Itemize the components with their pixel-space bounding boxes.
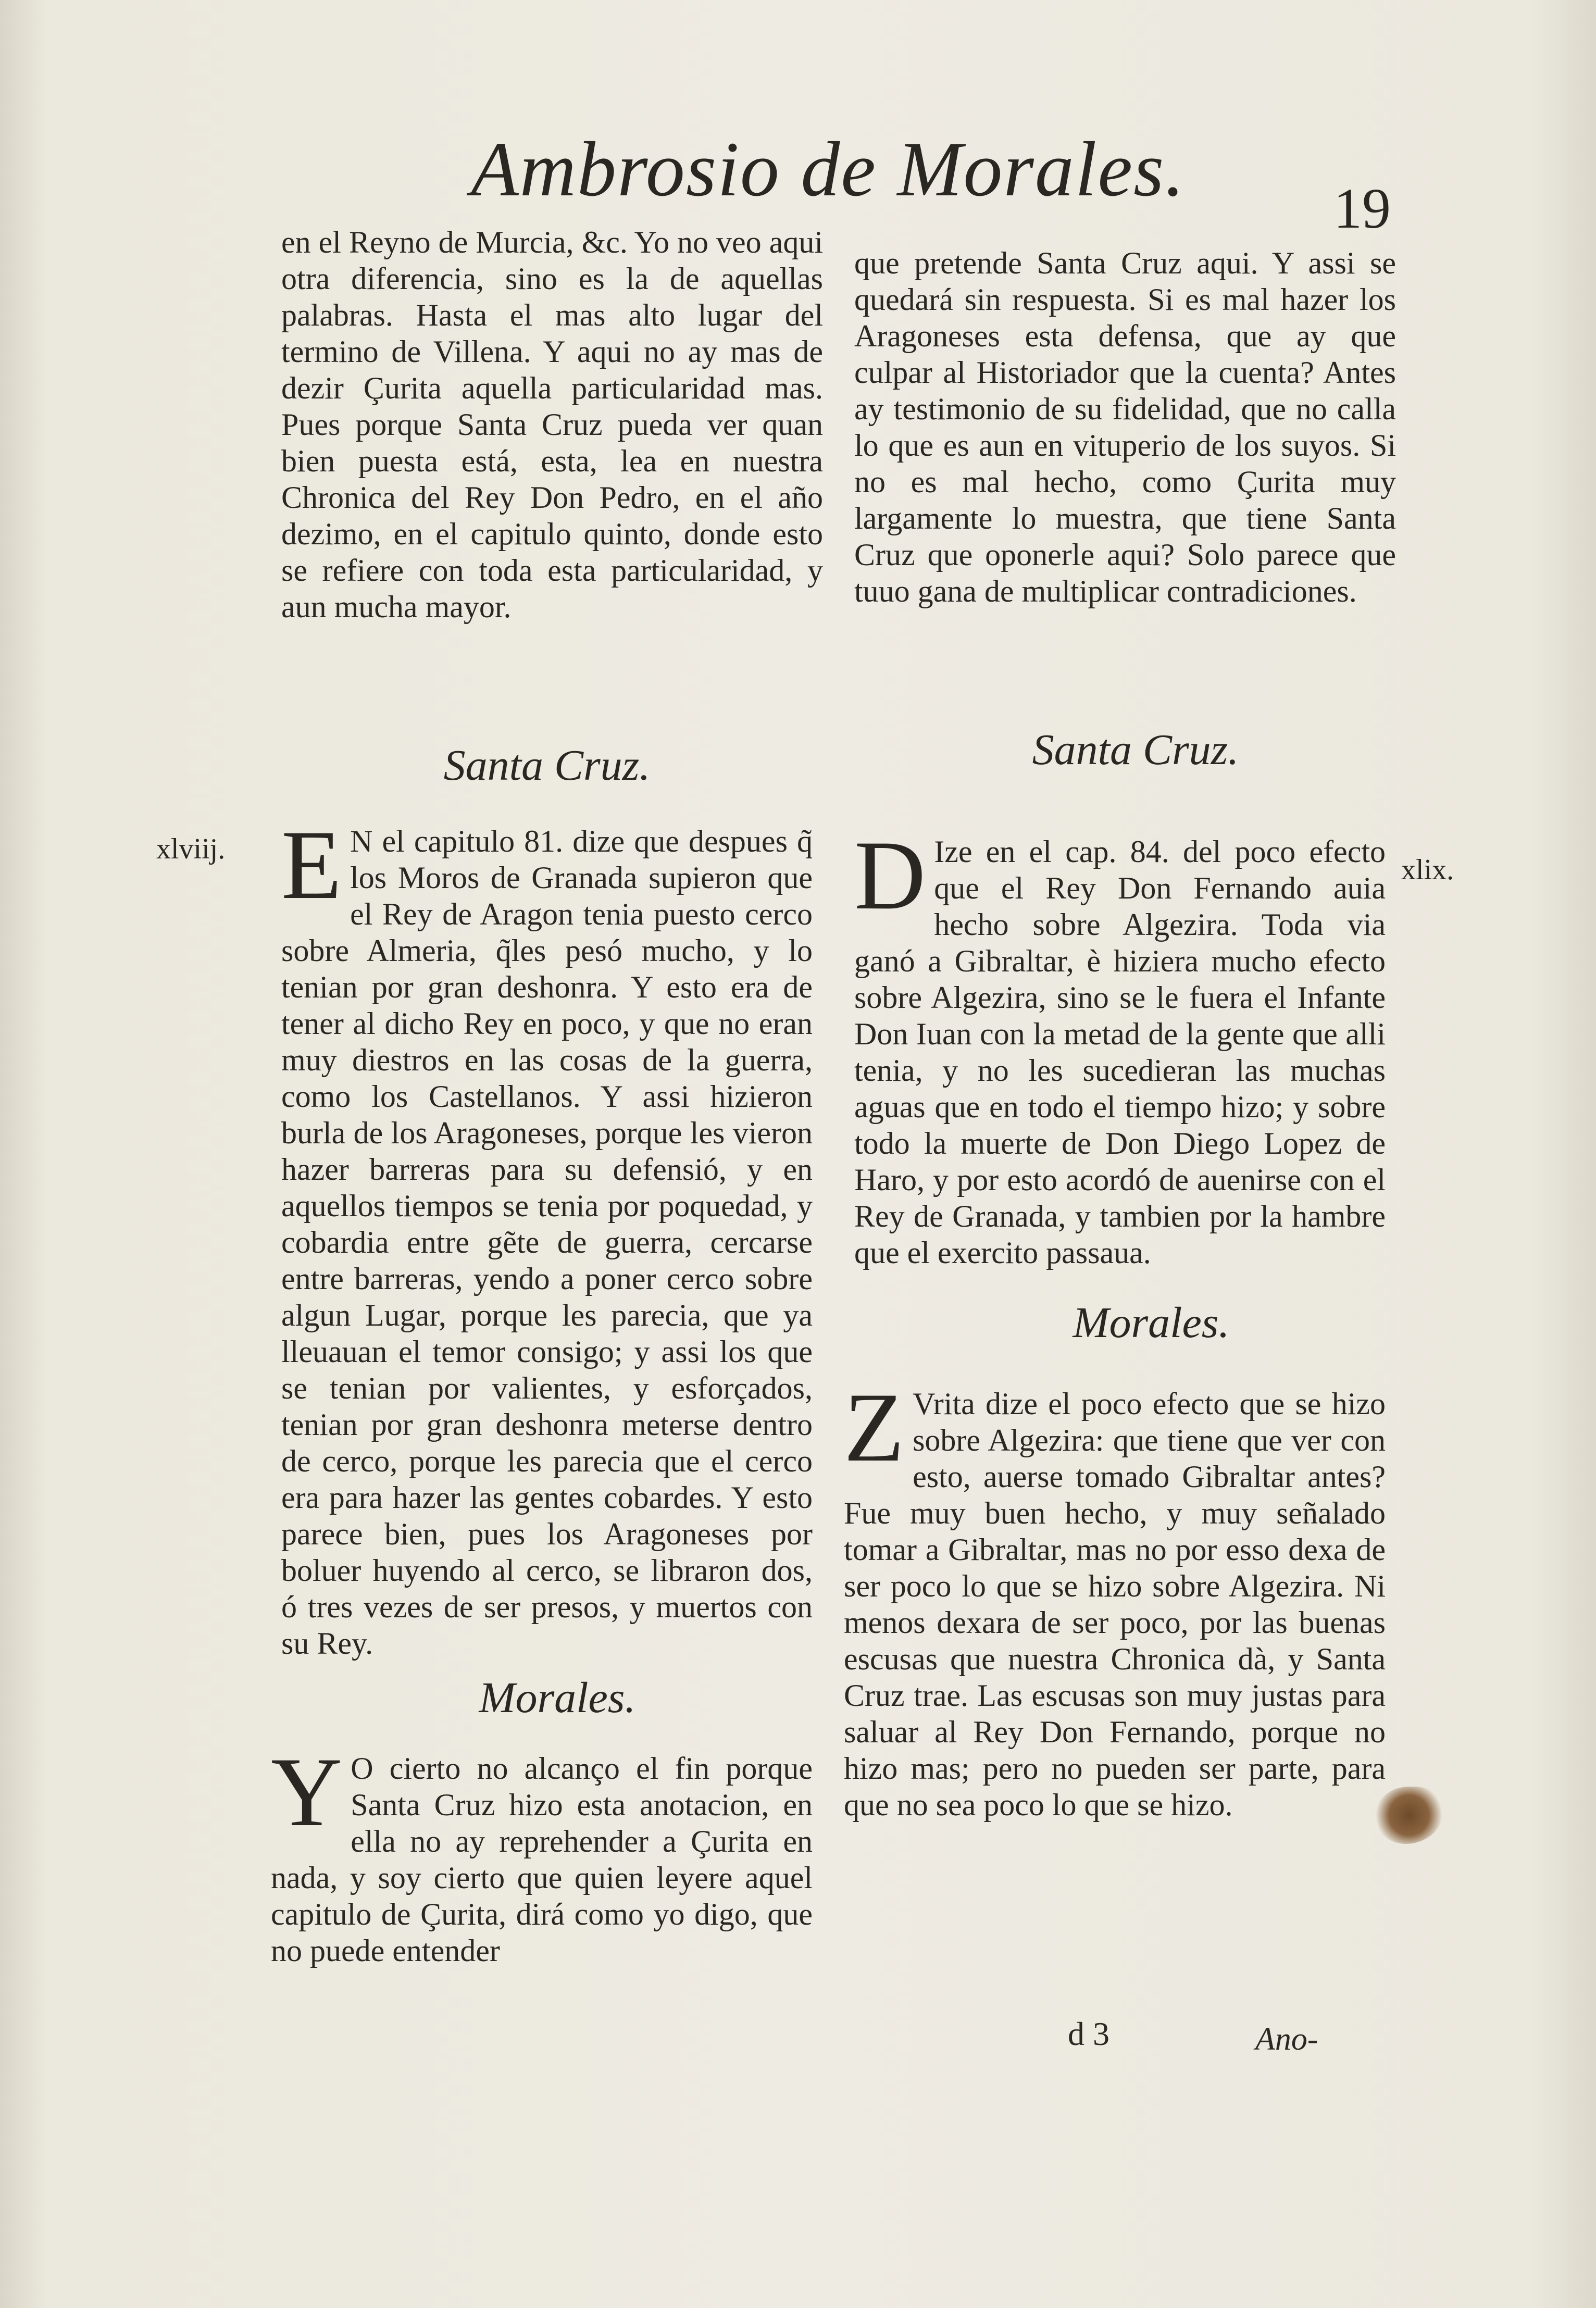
margin-number-left: xlviij. — [156, 833, 226, 865]
ink-stain — [1375, 1787, 1443, 1844]
top-left-column — [281, 224, 823, 625]
drop-cap-y: Y — [271, 1738, 343, 1847]
top-right-column — [854, 245, 1396, 609]
margin-number-right: xlix. — [1401, 854, 1454, 886]
morales-left-column — [271, 1738, 813, 1969]
drop-cap-z: Z — [844, 1373, 905, 1482]
top-left-paragraph: en el Reyno de Murcia, &c. Yo no veo aqui otra diferencia, sino es la de aquellas palabras. Hasta el mas alto lugar del termino de Villena. Y aqui no ay mas de dezir Çurita aquella particularidad mas. Pues porque Santa Cruz pueda ver quan bien puesta está, esta, lea en nuestra Chronica del Rey Don Pedro, en el año dezimo, en el capitulo quinto, donde esto se refiere con toda esta particularidad, y aun mucha mayor. — [281, 225, 823, 624]
heading-santa-cruz-right: Santa Cruz. — [1032, 726, 1239, 774]
santa-cruz-right-text: Ize en el cap. 84. del poco efecto que el Rey Don Fernando auia hecho sobre Algezira. Toda via ganó a Gibraltar, è hiziera mucho efecto sobre Algezira, sino se le fuera el Infante Don Iuan con la metad de la gente que alli tenia, y no les sucedieran las muchas aguas que en todo el tiempo hizo; y sobre todo la muerte de Don Diego Lopez de Haro, y por esto acordó de auenirse con el Rey de Granada, y tambien por la hambre que el exercito passaua. — [854, 834, 1386, 1270]
heading-santa-cruz-left: Santa Cruz. — [443, 741, 651, 790]
running-head-title: Ambrosio de Morales. — [471, 126, 1186, 213]
drop-cap-d: D — [854, 821, 926, 930]
folio-number: 19 — [1333, 177, 1391, 240]
catchword: Ano- — [1255, 2022, 1318, 2057]
morales-left-text: O cierto no alcanço el fin porque Santa Cruz hizo esta anotacion, en ella no ay reprehender a Çurita en nada, y soy cierto que quien leyere aquel capitulo de Çurita, dirá como yo digo, que no puede entender — [271, 1751, 813, 1968]
signature-mark: d 3 — [1068, 2015, 1109, 2052]
santa-cruz-right-column — [854, 821, 1386, 1271]
heading-morales-right: Morales. — [1073, 1299, 1230, 1347]
morales-right-text: Vrita dize el poco efecto que se hizo sobre Algezira: que tiene que ver con esto, auerse tomado Gibraltar antes? Fue muy buen hecho, y muy señalado tomar a Gibraltar, mas no por esso dexa de ser poco lo que se hizo sobre Algezira. Ni menos dexara de ser poco, por las buenas escusas que nuestra Chronica dà, y Santa Cruz trae. Las escusas son muy justas para saluar al Rey Don Fernando, porque no hizo mas; pero no pueden ser parte, para que no sea poco lo que se hizo. — [844, 1387, 1386, 1822]
heading-morales-left: Morales. — [479, 1674, 636, 1722]
morales-right-column — [844, 1373, 1386, 1823]
drop-cap-e: E — [281, 810, 342, 920]
santa-cruz-left-text: N el capitulo 81. dize que despues q̃ los Moros de Granada supieron que el Rey de Aragon tenia puesto cerco sobre Almeria, q̃les pesó mucho, y lo tenian por gran deshonra. Y esto era de tener al dicho Rey en poco, y que no eran muy diestros en las cosas de la guerra, como los Castellanos. Y assi hizieron burla de los Aragoneses, porque les vieron hazer barreras para su defensió, y en aquellos tiempos se tenia por poquedad, y cobardia entre gẽte de guerra, cercarse entre barreras, yendo a poner cerco sobre algun Lugar, porque les parecia, que ya lleuauan el temor consigo; y assi los que se tenian por valientes, y esforçados, tenian por gran deshonra meterse dentro de cerco, porque les parecia que el cerco era para hazer las gentes cobardes. Y esto parece bien, pues los Aragoneses por boluer huyendo al cerco, se libraron dos, ó tres vezes de ser presos, y muertos con su Rey. — [281, 824, 813, 1661]
top-right-paragraph: que pretende Santa Cruz aqui. Y assi se quedará sin respuesta. Si es mal hazer los Aragoneses esta defensa, que ay que culpar al Historiador que la cuenta? Antes ay testimonio de su fidelidad, que no calla lo que es aun en vituperio de los suyos. Si no es mal hecho, como Çurita muy largamente lo muestra, que tiene Santa Cruz que oponerle aqui? Solo parece que tuuo gana de multiplicar contradiciones. — [854, 246, 1396, 608]
santa-cruz-left-column — [281, 810, 813, 1662]
